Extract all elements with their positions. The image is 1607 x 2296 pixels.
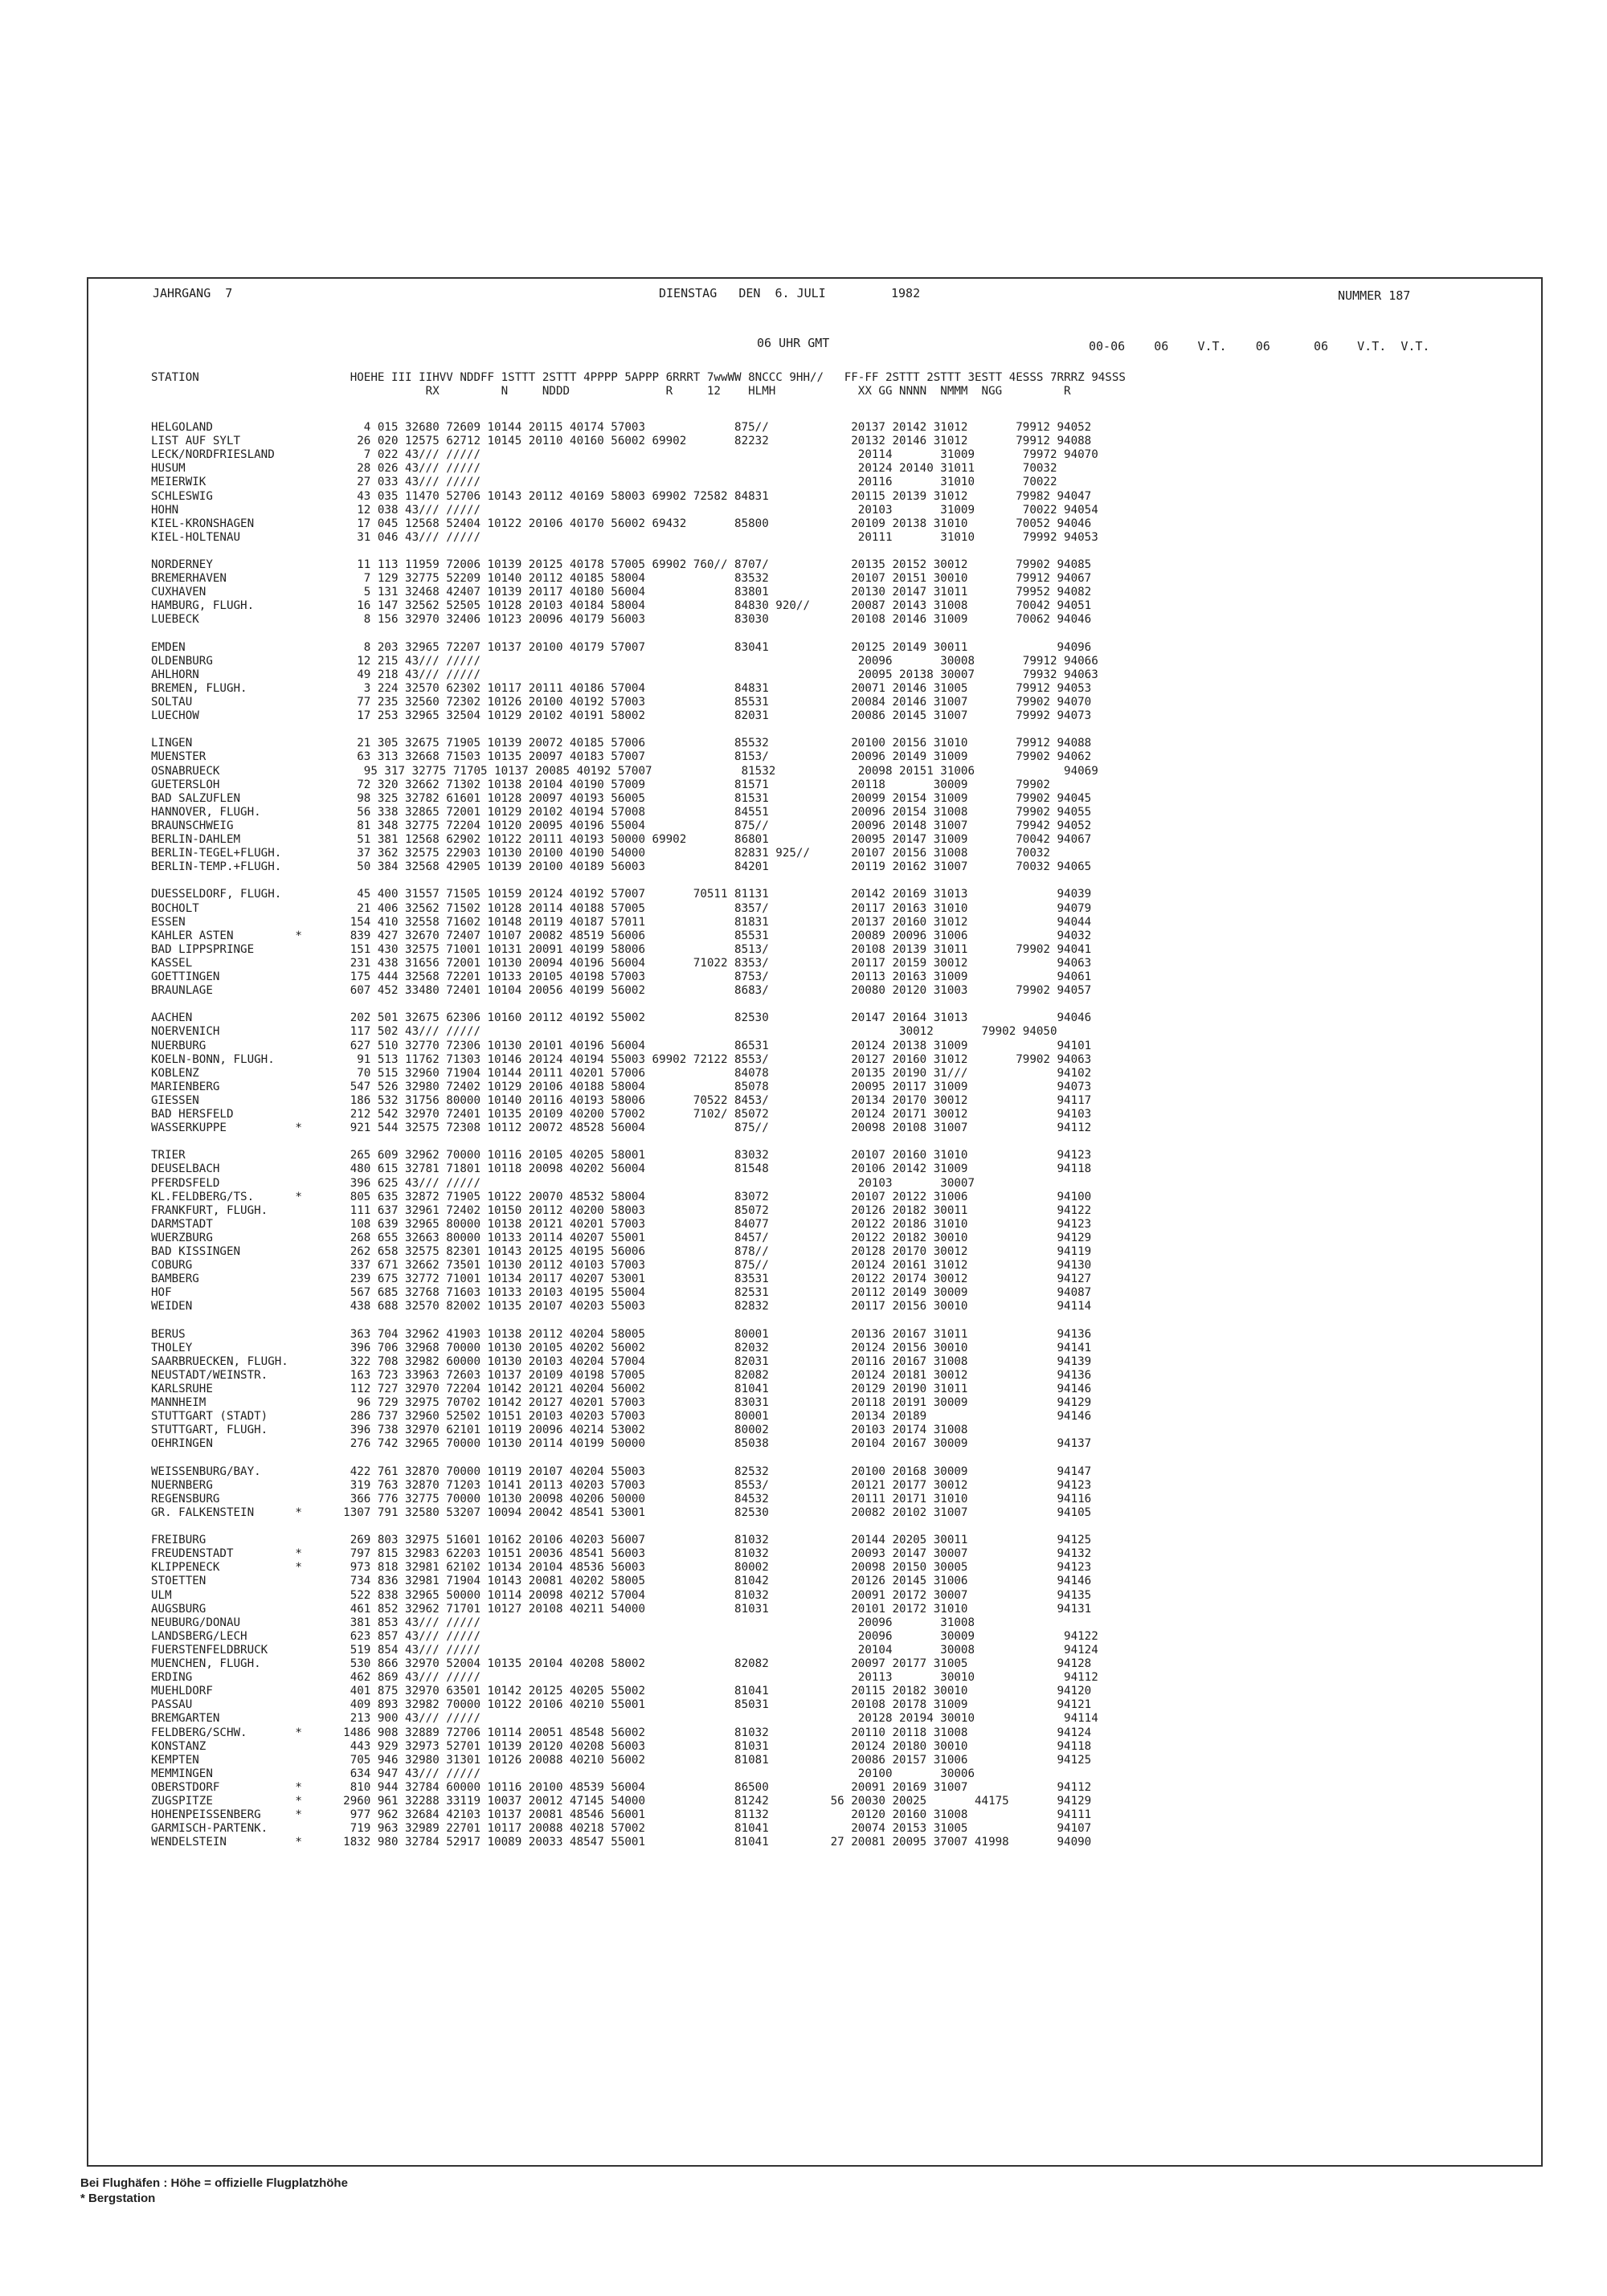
station-row: THOLEY 396 706 32968 70000 10130 20105 40202 56002 82032 20124 20156 30010 94141 [151,1341,1092,1354]
station-row: FREUDENSTADT * 797 815 32983 62203 10151 20036 48541 56003 81032 20093 20147 30007 94132 [151,1547,1092,1561]
station-row: CUXHAVEN 5 131 32468 42407 10139 20117 40180 56004 83801 20130 20147 31011 79952 94082 [151,586,1092,599]
issue-number: NUMMER 187 [1338,288,1411,303]
footnote-airport-height: Bei Flughäfen : Höhe = offizielle Flugplatzhöhe [80,2176,348,2190]
station-row: KAHLER ASTEN * 839 427 32670 72407 10107 20082 48519 56006 85531 20089 20096 31006 94032 [151,929,1092,942]
station-row: MEIERWIK 27 033 43/// ///// 20116 31010 70022 [151,476,1057,489]
station-row: HANNOVER, FLUGH. 56 338 32865 72001 10129 20102 40194 57008 84551 20096 20154 31008 79902 94055 [151,805,1092,819]
station-row: STUTTGART (STADT) 286 737 32960 52502 10151 20103 40203 57003 80001 20134 20189 94146 [151,1410,1092,1424]
footnote-mountain-station: * Bergstation [80,2192,156,2205]
station-row: BAMBERG 239 675 32772 71001 10134 20117 40207 53001 83531 20122 20174 30012 94127 [151,1273,1092,1286]
station-row: BREMEN, FLUGH. 3 224 32570 62302 10117 20111 40186 57004 84831 20071 20146 31005 79912 94053 [151,681,1092,695]
footnotes [80,2175,348,2206]
station-row: LUEBECK 8 156 32970 32406 10123 20096 40179 56003 83030 20108 20146 31009 70062 94046 [151,613,1092,627]
station-row: KASSEL 231 438 31656 72001 10130 20094 40196 56004 71022 8353/ 20117 20159 30012 94063 [151,956,1092,970]
station-row: HAMBURG, FLUGH. 16 147 32562 52505 10128 20103 40184 58004 84830 920// 20087 20143 31008 70042 94051 [151,599,1092,613]
station-row: GOETTINGEN 175 444 32568 72201 10133 20105 40198 57003 8753/ 20113 20163 31009 94061 [151,970,1092,983]
station-row: HOHN 12 038 43/// ///// 20103 31009 70022 94054 [151,503,1098,517]
station-row: STOETTEN 734 836 32981 71904 10143 20081 40202 58005 81042 20126 20145 31006 94146 [151,1575,1092,1588]
station-row: WENDELSTEIN * 1832 980 32784 52917 10089 20033 48547 55001 81041 27 20081 20095 37007 41998 94090 [151,1836,1092,1849]
station-row: BAD SALZUFLEN 98 325 32782 61601 10128 20097 40193 56005 81531 20099 20154 31009 79902 94045 [151,791,1092,805]
station-row: PASSAU 409 893 32982 70000 10122 20106 40210 55001 85031 20108 20178 31009 94121 [151,1698,1092,1712]
station-row: HELGOLAND 4 015 32680 72609 10144 20115 40174 57003 875// 20137 20142 31012 79912 94052 [151,421,1092,434]
station-row: LUECHOW 17 253 32965 32504 10129 20102 40191 58002 82031 20086 20145 31007 79992 94073 [151,709,1092,723]
column-header-row-1: STATION HOEHE III IIHVV NDDFF 1STTT 2STTT 4PPPP 5APPP 6RRRT 7wwWW 8NCCC 9HH// FF-FF 2STTT 2STTT 3ESTT 4ESSS 7RRRZ 94SSS [151,371,1126,384]
station-row: FUERSTENFELDBRUCK 519 854 43/// ///// 20104 30008 94124 [151,1643,1098,1657]
station-row: BERLIN-DAHLEM 51 381 12568 62902 10122 20111 40193 50000 69902 86801 20095 20147 31009 70042 94067 [151,833,1092,846]
station-row: ZUGSPITZE * 2960 961 32288 33119 10037 20012 47145 54000 81242 56 20030 20025 44175 94129 [151,1795,1092,1808]
station-row: OEHRINGEN 276 742 32965 70000 10130 20114 40199 50000 85038 20104 20167 30009 94137 [151,1437,1092,1451]
station-row: BAD KISSINGEN 262 658 32575 82301 10143 20125 40195 56006 878// 20128 20170 30012 94119 [151,1245,1092,1258]
station-row: GARMISCH-PARTENK. 719 963 32989 22701 10117 20088 40218 57002 81041 20074 20153 31005 94107 [151,1822,1092,1836]
station-row: NORDERNEY 11 113 11959 72006 10139 20125 40178 57005 69902 760// 8707/ 20135 20152 30012 79902 94085 [151,558,1092,571]
station-row: ESSEN 154 410 32558 71602 10148 20119 40187 57011 81831 20137 20160 31012 94044 [151,915,1092,929]
station-row: BREMERHAVEN 7 129 32775 52209 10140 20112 40185 58004 83532 20107 20151 30010 79912 94067 [151,572,1092,586]
station-row: KOBLENZ 70 515 32960 71904 10144 20111 40201 57006 84078 20135 20190 31/// 94102 [151,1066,1092,1080]
station-row: HOF 567 685 32768 71603 10133 20103 40195 55004 82531 20112 20149 30009 94087 [151,1286,1092,1300]
station-row: SAARBRUECKEN, FLUGH. 322 708 32982 60000 10130 20103 40204 57004 82031 20116 20167 31008 94139 [151,1354,1092,1368]
station-row: EMDEN 8 203 32965 72207 10137 20100 40179 57007 83041 20125 20149 30011 94096 [151,640,1092,654]
station-row: BAD HERSFELD 212 542 32970 72401 10135 20109 40200 57002 7102/ 85072 20124 20171 30012 94103 [151,1108,1092,1121]
station-row: DARMSTADT 108 639 32965 80000 10138 20121 40201 57003 84077 20122 20186 31010 94123 [151,1217,1092,1231]
station-row: LANDSBERG/LECH 623 857 43/// ///// 20096 30009 94122 [151,1629,1098,1643]
observation-time-label: 06 UHR GMT [757,336,830,350]
station-row: KL.FELDBERG/TS. * 805 635 32872 71905 10122 20070 48532 58004 83072 20107 20122 31006 94100 [151,1190,1092,1203]
station-row: BOCHOLT 21 406 32562 71502 10128 20114 40188 57005 8357/ 20117 20163 31010 94079 [151,901,1092,915]
station-row: KEMPTEN 705 946 32980 31301 10126 20088 40210 56002 81081 20086 20157 31006 94125 [151,1753,1092,1767]
station-row: REGENSBURG 366 776 32775 70000 10130 20098 40206 50000 84532 20111 20171 31010 94116 [151,1492,1092,1505]
station-row: KIEL-HOLTENAU 31 046 43/// ///// 20111 31010 79992 94053 [151,530,1098,544]
station-row: MEMMINGEN 634 947 43/// ///// 20100 30006 [151,1767,975,1780]
station-row: LINGEN 21 305 32675 71905 10139 20072 40185 57006 85532 20100 20156 31010 79912 94088 [151,737,1092,750]
station-row: OLDENBURG 12 215 43/// ///// 20096 30008 79912 94066 [151,654,1098,668]
station-row: NUERBURG 627 510 32770 72306 10130 20101 40196 56004 86531 20124 20138 31009 94101 [151,1039,1092,1052]
station-row: NOERVENICH 117 502 43/// ///// 30012 79902 94050 [151,1025,1057,1039]
station-row: FREIBURG 269 803 32975 51601 10162 20106 40203 56007 81032 20144 20205 30011 94125 [151,1534,1092,1547]
station-row: GR. FALKENSTEIN * 1307 791 32580 53207 10094 20042 48541 53001 82530 20082 20102 31007 94105 [151,1505,1092,1519]
station-row: BERUS 363 704 32962 41903 10138 20112 40204 58005 80001 20136 20167 31011 94136 [151,1327,1092,1341]
station-row: NEUBURG/DONAU 381 853 43/// ///// 20096 31008 [151,1616,975,1629]
station-row: BRAUNLAGE 607 452 33480 72401 10104 20056 40199 56002 8683/ 20080 20120 31003 79902 94057 [151,984,1092,998]
station-row: ULM 522 838 32965 50000 10114 20098 40212 57004 81032 20091 20172 30007 94135 [151,1588,1092,1602]
station-row: WEISSENBURG/BAY. 422 761 32870 70000 10119 20107 40204 55003 82532 20100 20168 30009 94147 [151,1465,1092,1478]
station-row: WUERZBURG 268 655 32663 80000 10133 20114 40207 55001 8457/ 20122 20182 30010 94129 [151,1231,1092,1244]
station-row: LIST AUF SYLT 26 020 12575 62712 10145 20110 40160 56002 69902 82232 20132 20146 31012 79912 94088 [151,435,1092,448]
station-row: NUERNBERG 319 763 32870 71203 10141 20113 40203 57003 8553/ 20121 20177 30012 94123 [151,1478,1092,1492]
station-row: FRANKFURT, FLUGH. 111 637 32961 72402 10150 20112 40200 58003 85072 20126 20182 30011 94122 [151,1203,1092,1217]
jahrgang-label: JAHRGANG 7 [153,286,233,300]
station-row: WEIDEN 438 688 32570 82002 10135 20107 40203 55003 82832 20117 20156 30010 94114 [151,1300,1092,1313]
station-row: WASSERKUPPE * 921 544 32575 72308 10112 20072 48528 56004 875// 20098 20108 31007 94112 [151,1121,1092,1135]
station-row: GIESSEN 186 532 31756 80000 10140 20116 40193 58006 70522 8453/ 20134 20170 30012 94117 [151,1093,1092,1107]
station-row: OBERSTDORF * 810 944 32784 60000 10116 20100 48539 56004 86500 20091 20169 31007 94112 [151,1780,1092,1794]
station-row: MUENCHEN, FLUGH. 530 866 32970 52004 10135 20104 40208 58002 82082 20097 20177 31005 94128 [151,1657,1092,1670]
period-header-line: 00-06 06 V.T. 06 06 V.T. V.T. [1089,339,1430,353]
station-row: SOLTAU 77 235 32560 72302 10126 20100 40192 57003 85531 20084 20146 31007 79902 94070 [151,696,1092,709]
date-line: DIENSTAG DEN 6. JULI 1982 [659,286,921,300]
station-row: KARLSRUHE 112 727 32970 72204 10142 20121 40204 56002 81041 20129 20190 31011 94146 [151,1383,1092,1395]
station-row: TRIER 265 609 32962 70000 10116 20105 40205 58001 83032 20107 20160 31010 94123 [151,1149,1092,1162]
station-row: KIEL-KRONSHAGEN 17 045 12568 52404 10122 20106 40170 56002 69432 85800 20109 20138 31010 70052 94046 [151,517,1092,530]
station-row: BERLIN-TEGEL+FLUGH. 37 362 32575 22903 10130 20100 40190 54000 82831 925// 20107 20156 31008 70032 [151,847,1050,860]
station-row: MUEHLDORF 401 875 32970 63501 10142 20125 40205 55002 81041 20115 20182 30010 94120 [151,1685,1092,1698]
station-row: AHLHORN 49 218 43/// ///// 20095 20138 30007 79932 94063 [151,668,1098,681]
station-row: COBURG 337 671 32662 73501 10130 20112 40103 57003 875// 20124 20161 31012 94130 [151,1259,1092,1273]
station-row: BAD LIPPSPRINGE 151 430 32575 71001 10131 20091 40199 58006 8513/ 20108 20139 31011 79902 94041 [151,942,1092,956]
station-row: LECK/NORDFRIESLAND 7 022 43/// ///// 20114 31009 79972 94070 [151,448,1098,462]
station-row: MARIENBERG 547 526 32980 72402 10129 20106 40188 58004 85078 20095 20117 31009 94073 [151,1080,1092,1093]
station-row: OSNABRUECK 95 317 32775 71705 10137 20085 40192 57007 81532 20098 20151 31006 94069 [151,764,1098,778]
station-row: GUETERSLOH 72 320 32662 71302 10138 20104 40190 57009 81571 20118 30009 79902 [151,778,1050,791]
station-row: BRAUNSCHWEIG 81 348 32775 72204 10120 20095 40196 55004 875// 20096 20148 31007 79942 94052 [151,819,1092,832]
station-row: DEUSELBACH 480 615 32781 71801 10118 20098 40202 56004 81548 20106 20142 31009 94118 [151,1162,1092,1176]
station-row: PFERDSFELD 396 625 43/// ///// 20103 30007 [151,1176,975,1190]
station-row: HOHENPEISSENBERG * 977 962 32684 42103 10137 20081 48546 56001 81132 20120 20160 31008 94111 [151,1808,1092,1822]
column-header-row-2: RX N NDDD R 12 HLMH XX GG NNNN NMMM NGG R [151,385,1071,398]
station-row: BREMGARTEN 213 900 43/// ///// 20128 20194 30010 94114 [151,1712,1098,1726]
station-row: KLIPPENECK * 973 818 32981 62102 10134 20104 48536 56003 80002 20098 20150 30005 94123 [151,1561,1092,1575]
bulletin-frame [87,277,1543,2167]
station-row: AUGSBURG 461 852 32962 71701 10127 20108 40211 54000 81031 20101 20172 31010 94131 [151,1602,1092,1616]
station-row: ERDING 462 869 43/// ///// 20113 30010 94112 [151,1671,1098,1685]
station-row: HUSUM 28 026 43/// ///// 20124 20140 31011 70032 [151,462,1057,476]
station-row: KOELN-BONN, FLUGH. 91 513 11762 71303 10146 20124 40194 55003 69902 72122 8553/ 20127 20160 31012 79902 94063 [151,1052,1092,1066]
station-row: DUESSELDORF, FLUGH. 45 400 31557 71505 10159 20124 40192 57007 70511 81131 20142 20169 31013 94039 [151,888,1092,901]
station-row: SCHLESWIG 43 035 11470 52706 10143 20112 40169 58003 69902 72582 84831 20115 20139 31012 79982 94047 [151,489,1092,503]
station-row: BERLIN-TEMP.+FLUGH. 50 384 32568 42905 10139 20100 40189 56003 84201 20119 20162 31007 70032 94065 [151,860,1092,874]
station-row: MANNHEIM 96 729 32975 70702 10142 20127 40201 57003 83031 20118 20191 30009 94129 [151,1396,1092,1410]
station-row: KONSTANZ 443 929 32973 52701 10139 20120 40208 56003 81031 20124 20180 30010 94118 [151,1739,1092,1753]
station-row: FELDBERG/SCHW. * 1486 908 32889 72706 10114 20051 48548 56002 81032 20110 20118 31008 94124 [151,1726,1092,1739]
station-row: AACHEN 202 501 32675 62306 10160 20112 40192 55002 82530 20147 20164 31013 94046 [151,1011,1092,1025]
station-row: NEUSTADT/WEINSTR. 163 723 33963 72603 10137 20109 40198 57005 82082 20124 20181 30012 94136 [151,1368,1092,1382]
station-row: MUENSTER 63 313 32668 71503 10135 20097 40183 57007 8153/ 20096 20149 31009 79902 94062 [151,750,1092,764]
station-row: STUTTGART, FLUGH. 396 738 32970 62101 10119 20096 40214 53002 80002 20103 20174 31008 [151,1424,968,1437]
